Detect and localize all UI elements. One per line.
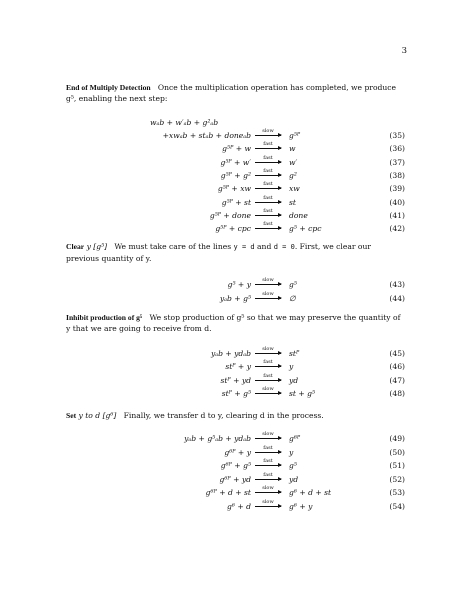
equation-lhs: g⁵ᴾ + w <box>222 144 251 154</box>
equation-row <box>0 141 463 156</box>
rate-label: slow <box>262 128 274 134</box>
reaction-arrow <box>255 472 281 480</box>
section-title-math: y to d [g⁶] <box>78 411 117 420</box>
reaction-arrow <box>255 485 281 493</box>
equation-lhs: g⁵ᴾ + st <box>221 197 251 207</box>
rate-label: fast <box>263 141 273 148</box>
equation-number: (48) <box>389 388 405 398</box>
arrow-icon <box>255 380 281 381</box>
equation-lhs: g⁶ᴾ + g⁵ <box>220 461 251 470</box>
equation-lhs: stᴾ + y <box>225 362 251 372</box>
equation-number: (50) <box>389 447 405 457</box>
arrow-icon <box>255 465 281 466</box>
equation-number: (49) <box>389 434 405 443</box>
equation-row <box>0 277 463 292</box>
equation-lhs: yₐb + ydₐb <box>210 349 251 358</box>
reaction-arrow <box>255 221 281 229</box>
equation-row <box>0 498 463 514</box>
reaction-arrow <box>255 373 281 381</box>
arrow-icon <box>255 479 281 480</box>
section-text-c: . First, we clear our previous quantity of y. <box>66 242 371 263</box>
equation-row <box>0 359 463 374</box>
equation-lhs: g⁵ᴾ + xw <box>217 184 251 194</box>
equation-rhs: y <box>289 362 294 372</box>
reaction-arrow <box>255 445 281 453</box>
equation-lhs: +xwₐb + stₐb + doneₐb <box>162 131 251 140</box>
equation-number: (37) <box>389 157 405 167</box>
code-snippet: d = 0 <box>273 243 295 251</box>
equation-rhs: g⁶ᴾ <box>289 434 301 443</box>
equation-row <box>0 221 463 236</box>
equation-rhs: ∅ <box>289 293 296 303</box>
arrow-icon <box>255 366 281 367</box>
equation-number: (39) <box>389 184 405 194</box>
reaction-arrow <box>255 291 281 299</box>
equation-rhs: g⁶ + y <box>289 501 313 511</box>
equation-rhs: g² <box>289 170 297 180</box>
section-set-y-to-d <box>66 410 406 421</box>
equation-number: (44) <box>389 293 405 303</box>
equation-number: (45) <box>389 349 405 358</box>
rate-label: fast <box>263 372 273 379</box>
arrow-icon <box>255 298 281 299</box>
reaction-arrow <box>255 346 281 354</box>
equation-rhs: g⁵ + cpc <box>289 224 322 234</box>
section-text: Once the multiplication operation has completed, we produce g⁵, enabling the next step: <box>66 83 397 103</box>
equation-number: (46) <box>389 362 405 372</box>
arrow-icon <box>255 506 281 507</box>
equation-lhs: g⁵ᴾ + g² <box>220 170 251 180</box>
equation-lhs: g⁵ᴾ + w′ <box>220 157 251 167</box>
arrow-icon <box>255 188 281 189</box>
equation-lhs: g⁵ + y <box>227 280 251 289</box>
equation-row <box>0 128 463 143</box>
equation-row <box>0 385 463 401</box>
section-multiply-detection <box>66 82 406 104</box>
equation-lhs: yₐb + g⁵ <box>219 293 251 303</box>
equation-rhs: st + g⁵ <box>289 388 316 398</box>
equation-number: (53) <box>389 488 405 497</box>
arrow-icon <box>255 175 281 176</box>
arrow-icon <box>255 438 281 439</box>
equation-lhs: g⁵ᴾ + cpc <box>215 224 251 234</box>
equation-row <box>0 167 463 183</box>
arrow-icon <box>255 202 281 203</box>
rate-label: fast <box>263 471 273 478</box>
arrow-icon <box>255 492 281 493</box>
equation-lhs: g⁶ᴾ + d + st <box>205 488 251 497</box>
section-text-a: We must take care of the lines <box>114 242 232 251</box>
reaction-arrow <box>255 431 281 439</box>
equation-lhs: stᴾ + g⁵ <box>221 388 251 398</box>
rate-label: fast <box>263 167 273 174</box>
arrow-icon <box>255 353 281 354</box>
arrow-icon <box>255 284 281 285</box>
reaction-arrow <box>255 155 281 163</box>
rate-label: slow <box>262 431 274 437</box>
rate-label: slow <box>262 498 274 505</box>
reaction-arrow <box>255 168 281 176</box>
rate-label: fast <box>263 444 273 451</box>
code-snippet: y = d <box>233 243 255 251</box>
rate-label: fast <box>263 207 273 214</box>
equation-row <box>0 444 463 460</box>
reaction-arrow <box>255 141 281 149</box>
equation-rhs: st <box>289 197 296 207</box>
equation-number: (51) <box>389 461 405 470</box>
equation-rhs: stᴾ <box>289 349 300 358</box>
rate-label: fast <box>263 359 273 366</box>
rate-label: fast <box>263 221 273 228</box>
reaction-arrow <box>255 458 281 466</box>
arrow-icon <box>255 148 281 149</box>
section-title: Inhibit production of g⁵ <box>66 313 143 322</box>
equation-rhs: g⁵ᴾ <box>289 131 301 140</box>
equation-number: (36) <box>389 144 405 154</box>
rate-label: slow <box>262 346 274 352</box>
equation-row <box>0 346 463 361</box>
reaction-arrow <box>255 499 281 507</box>
equation-row <box>0 431 463 446</box>
equation-number: (40) <box>389 197 405 207</box>
equation-row <box>0 290 463 306</box>
equation-number: (42) <box>389 224 405 234</box>
equation-lhs: g⁶ᴾ + y <box>224 447 251 457</box>
reaction-arrow <box>255 195 281 203</box>
reaction-arrow <box>255 181 281 189</box>
page-number: 3 <box>401 46 407 56</box>
equation-number: (54) <box>389 501 405 511</box>
section-text-b: and <box>257 242 272 251</box>
equation-row <box>0 194 463 210</box>
equation-lhs: g⁵ᴾ + done <box>209 210 251 220</box>
rate-label: slow <box>262 277 274 283</box>
arrow-icon <box>255 162 281 163</box>
arrow-icon <box>255 393 281 394</box>
equation-row <box>0 181 463 196</box>
equation-number: (52) <box>389 474 405 484</box>
equation-rhs: y <box>289 447 294 457</box>
equation-number: (35) <box>389 131 405 140</box>
equation-rhs: xw <box>289 184 300 194</box>
equation-number: (43) <box>389 280 405 289</box>
equation-rhs: g⁵ <box>289 280 297 289</box>
arrow-icon <box>255 228 281 229</box>
reaction-arrow <box>255 208 281 216</box>
reaction-arrow <box>255 277 281 285</box>
arrow-icon <box>255 135 281 136</box>
reaction-arrow <box>255 128 281 136</box>
section-text: We stop production of g⁵ so that we may preserve the quantity of y that we are going to receive from d. <box>66 313 401 333</box>
equation-rhs: w′ <box>289 157 298 167</box>
equation-row <box>0 372 463 388</box>
equation-rhs: done <box>289 210 308 220</box>
equation-row <box>0 485 463 500</box>
reaction-arrow <box>255 359 281 367</box>
equation-rhs: w <box>289 144 296 154</box>
arrow-icon <box>255 215 281 216</box>
equation-lhs: g⁶ᴾ + yd <box>219 474 251 484</box>
arrow-icon <box>255 452 281 453</box>
equation-row <box>0 458 463 473</box>
section-clear-y <box>66 241 406 264</box>
rate-label: slow <box>262 290 274 297</box>
rate-label: fast <box>263 154 273 161</box>
equation-number: (41) <box>389 210 405 220</box>
section-inhibit-production <box>66 312 406 334</box>
rate-label: fast <box>263 194 273 201</box>
equation-number: (47) <box>389 375 405 385</box>
equation-rhs: yd <box>289 375 299 385</box>
equation-number: (38) <box>389 170 405 180</box>
section-title: Clear <box>66 242 85 251</box>
equation-row <box>0 471 463 487</box>
rate-label: slow <box>262 485 274 491</box>
equation-rhs: g⁵ <box>289 461 297 470</box>
equation-rhs: g⁶ + d + st <box>289 488 332 497</box>
equation-lhs: stᴾ + yd <box>220 375 251 385</box>
equation-lhs: g⁶ + d <box>227 501 251 511</box>
equation-row <box>0 207 463 223</box>
rate-label: slow <box>262 385 274 392</box>
equation-lhs: yₐb + g⁵ₐb + ydₐb <box>184 434 251 443</box>
reaction-arrow <box>255 386 281 394</box>
equation-rhs: yd <box>289 474 299 484</box>
section-title: Set <box>66 411 77 420</box>
section-title: End of Multiply Detection <box>66 83 151 92</box>
section-text: Finally, we transfer d to y, clearing d in the process. <box>123 411 324 420</box>
section-title-math: y [g⁵] <box>86 242 108 251</box>
rate-label: fast <box>263 181 273 188</box>
equation-row <box>0 154 463 170</box>
rate-label: fast <box>263 458 273 464</box>
equation-prefix: wₐb + w′ₐb + g²ₐb <box>150 118 219 127</box>
